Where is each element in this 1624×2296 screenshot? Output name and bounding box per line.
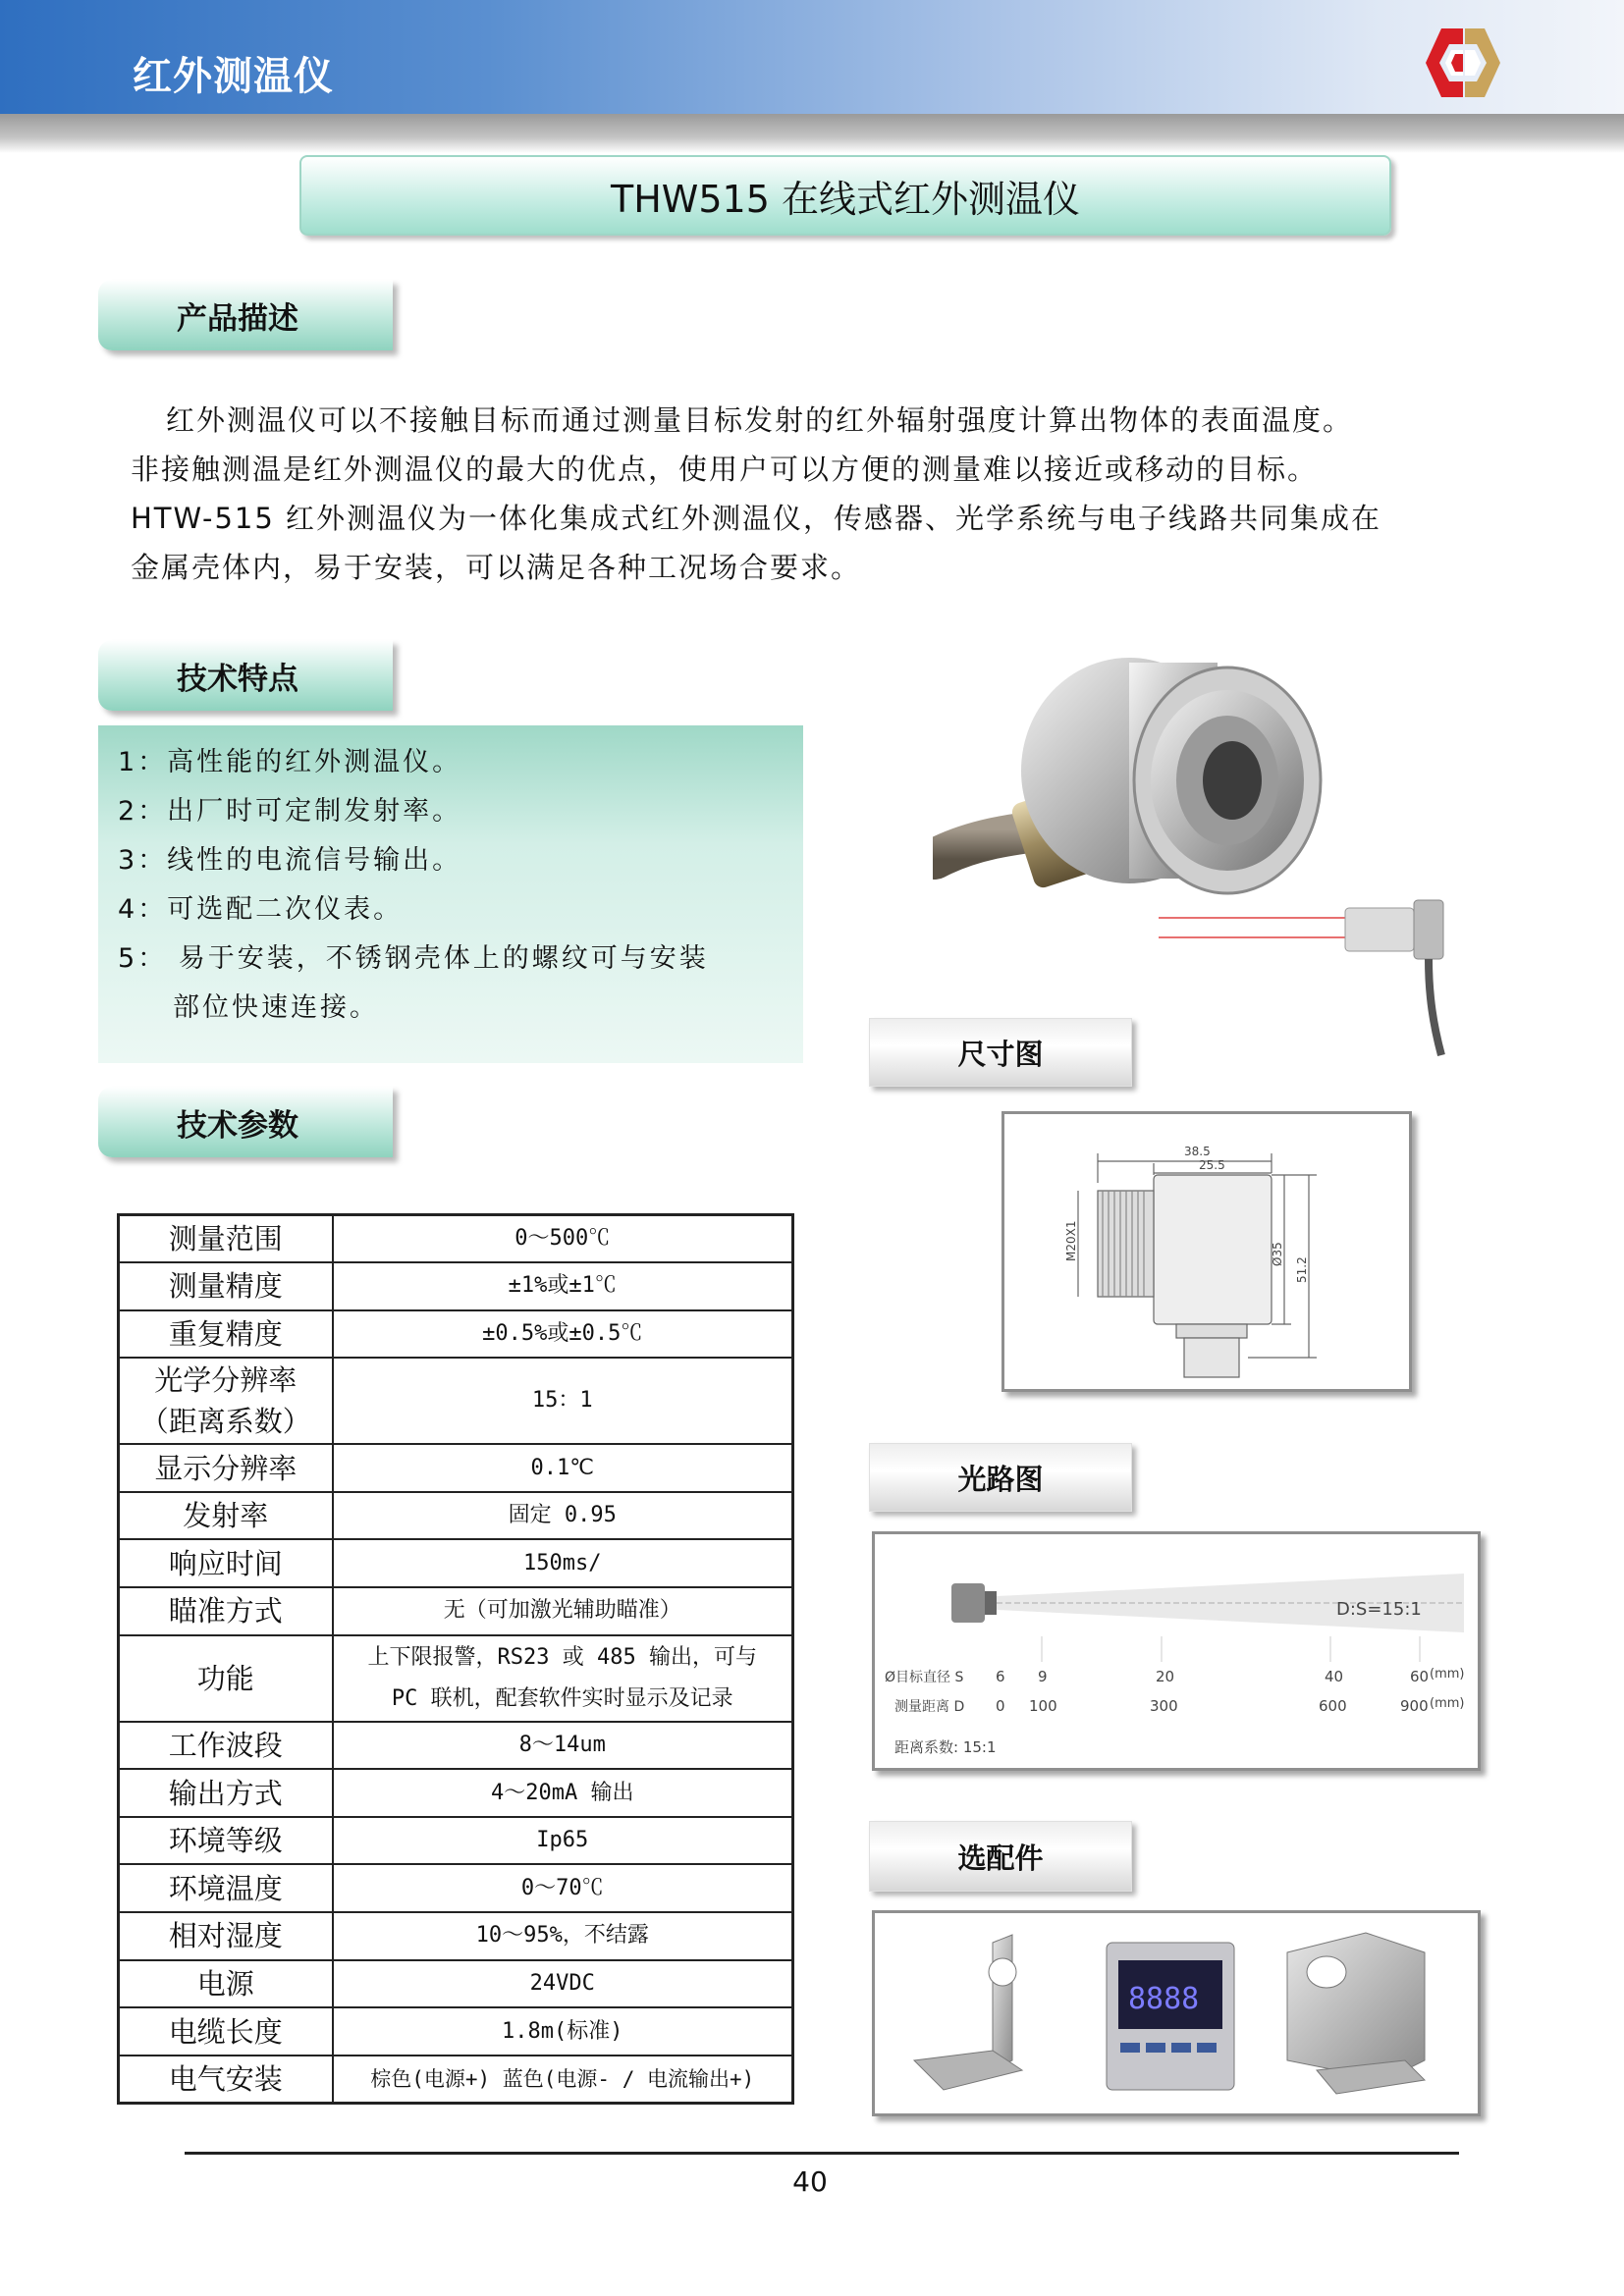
header-band — [0, 0, 1624, 114]
table-row — [119, 1492, 793, 1540]
section-title-features: 技术特点 — [177, 661, 298, 697]
features-box — [98, 725, 803, 1063]
param-value: 10～95%，不结露 — [333, 1912, 793, 1960]
dimension-drawing — [1004, 1114, 1409, 1389]
param-value: 150ms/ — [333, 1539, 793, 1587]
accessories-panel — [872, 1910, 1481, 2116]
param-name: 测量范围 — [119, 1215, 333, 1263]
table-row — [119, 1539, 793, 1587]
param-name-line: （距离系数） — [139, 1405, 311, 1439]
param-value: 15：1 — [333, 1358, 793, 1444]
param-name: 发射率 — [119, 1492, 333, 1540]
display-meter — [1107, 1943, 1234, 2090]
param-name: 环境等级 — [119, 1817, 333, 1865]
param-value: ±0.5%或±0.5℃ — [333, 1310, 793, 1359]
table-row — [119, 1960, 793, 2008]
param-value-line: 上下限报警，RS23 或 485 输出，可与 — [367, 1644, 757, 1670]
section-tab-parameters — [98, 1087, 393, 1157]
param-name: 测量精度 — [119, 1262, 333, 1310]
table-row — [119, 2056, 793, 2104]
optics-value: 9 — [1038, 1668, 1048, 1685]
section-title-parameters: 技术参数 — [177, 1107, 298, 1144]
company-logo-icon — [1422, 25, 1504, 101]
optics-value: 6 — [996, 1668, 1005, 1685]
page-number: 40 — [792, 2165, 828, 2198]
table-row — [119, 1864, 793, 1912]
product-description — [131, 396, 1505, 592]
table-row — [119, 1769, 793, 1817]
label-dimensions — [869, 1018, 1132, 1087]
product-title-box — [299, 155, 1391, 236]
dim-label: 38.5 — [1184, 1145, 1211, 1158]
label-optics — [869, 1443, 1132, 1512]
dim-label: M20X1 — [1064, 1220, 1078, 1261]
optics-row-label: Ø目标直径 S — [885, 1670, 964, 1685]
section-tab-features — [98, 640, 393, 711]
param-value: 0～70℃ — [333, 1864, 793, 1912]
param-name-line: 光学分辨率 — [154, 1363, 298, 1398]
param-value: 1.8m(标准) — [333, 2007, 793, 2056]
feature-item: 4：可选配二次仪表。 — [118, 894, 404, 925]
optics-coef: 距离系数: 15:1 — [894, 1738, 997, 1756]
param-value: 固定 0.95 — [333, 1492, 793, 1540]
parameter-table — [117, 1213, 794, 2105]
optics-unit: (mm) — [1430, 1696, 1465, 1711]
table-row — [119, 1358, 793, 1444]
param-name: 电气安装 — [119, 2056, 333, 2104]
param-name: 相对湿度 — [119, 1912, 333, 1960]
label-dimensions-text: 尺寸图 — [957, 1037, 1044, 1071]
optics-value: 600 — [1319, 1697, 1347, 1715]
param-value: 4～20mA 输出 — [333, 1769, 793, 1817]
param-value: 8～14um — [333, 1722, 793, 1770]
table-row — [119, 2007, 793, 2056]
optics-unit: (mm) — [1430, 1667, 1465, 1682]
param-name: 工作波段 — [119, 1722, 333, 1770]
param-value: Ip65 — [333, 1817, 793, 1865]
product-photo — [933, 643, 1483, 1065]
feature-item: 部位快速连接。 — [173, 992, 379, 1023]
feature-item: 2：出厂时可定制发射率。 — [118, 796, 462, 827]
feature-item: 3：线性的电流信号输出。 — [118, 845, 462, 876]
param-name: 重复精度 — [119, 1310, 333, 1359]
product-title: THW515 在线式红外测温仪 — [611, 177, 1080, 221]
section-title-description: 产品描述 — [177, 300, 298, 337]
param-value — [333, 1635, 793, 1722]
table-row — [119, 1817, 793, 1865]
label-accessories — [869, 1821, 1132, 1892]
optics-row-label: 测量距离 D — [894, 1699, 965, 1715]
optics-value: 20 — [1156, 1668, 1175, 1685]
param-name: 瞄准方式 — [119, 1587, 333, 1635]
optics-value: 40 — [1325, 1668, 1344, 1685]
table-row — [119, 1310, 793, 1359]
table-row — [119, 1635, 793, 1722]
optics-value: 900 — [1400, 1697, 1429, 1715]
dim-label: Ø35 — [1271, 1242, 1284, 1266]
optics-diagram — [875, 1534, 1478, 1768]
description-line: 非接触测温是红外测温仪的最大的优点，使用户可以方便的测量难以接近或移动的目标。 — [131, 453, 1319, 486]
table-row — [119, 1444, 793, 1492]
optics-diagram-panel — [872, 1531, 1481, 1771]
dim-label: 25.5 — [1199, 1158, 1225, 1172]
param-value: 0.1℃ — [333, 1444, 793, 1492]
param-name: 电源 — [119, 1960, 333, 2008]
param-name: 输出方式 — [119, 1769, 333, 1817]
label-optics-text: 光路图 — [957, 1462, 1044, 1496]
description-line: HTW-515 红外测温仪为一体化集成式红外测温仪，传感器、光学系统与电子线路共同集成在 — [131, 502, 1382, 535]
param-value-line: PC 联机，配套软件实时显示及记录 — [391, 1685, 733, 1711]
table-row — [119, 1587, 793, 1635]
accessories-photo — [875, 1913, 1478, 2113]
dimension-drawing-panel — [1001, 1111, 1412, 1392]
table-row — [119, 1722, 793, 1770]
optics-value: 60 — [1410, 1668, 1430, 1685]
table-row — [119, 1912, 793, 1960]
description-line: 红外测温仪可以不接触目标而通过测量目标发射的红外辐射强度计算出物体的表面温度。 — [166, 403, 1354, 437]
param-name: 功能 — [119, 1635, 333, 1722]
footer-divider — [185, 2152, 1459, 2155]
param-value: 无（可加激光辅助瞄准） — [333, 1587, 793, 1635]
optics-value: 300 — [1150, 1697, 1178, 1715]
description-line: 金属壳体内，易于安装，可以满足各种工况场合要求。 — [131, 551, 862, 584]
param-name: 响应时间 — [119, 1539, 333, 1587]
param-name — [119, 1358, 333, 1444]
param-name: 显示分辨率 — [119, 1444, 333, 1492]
feature-item: 5： 易于安装，不锈钢壳体上的螺纹可与安装 — [118, 943, 709, 974]
param-value: 棕色(电源+) 蓝色(电源- / 电流输出+) — [333, 2056, 793, 2104]
mounting-bracket-u — [1287, 1933, 1425, 2094]
header-shadow — [0, 114, 1624, 153]
header-title: 红外测温仪 — [133, 54, 334, 99]
table-row — [119, 1215, 793, 1263]
param-value: ±1%或±1℃ — [333, 1262, 793, 1310]
mounting-bracket-l — [914, 1935, 1022, 2090]
meter-display: 8888 — [1128, 1982, 1200, 2016]
optics-value: 100 — [1029, 1697, 1057, 1715]
param-value: 0～500℃ — [333, 1215, 793, 1263]
table-row — [119, 1262, 793, 1310]
param-name: 环境温度 — [119, 1864, 333, 1912]
feature-item: 1：高性能的红外测温仪。 — [118, 747, 462, 777]
label-accessories-text: 选配件 — [957, 1841, 1044, 1875]
optics-ratio: D:S=15:1 — [1336, 1599, 1422, 1620]
section-tab-description — [98, 280, 393, 350]
dim-label: 51.2 — [1295, 1256, 1309, 1283]
param-name: 电缆长度 — [119, 2007, 333, 2056]
param-value: 24VDC — [333, 1960, 793, 2008]
optics-value: 0 — [996, 1697, 1005, 1715]
